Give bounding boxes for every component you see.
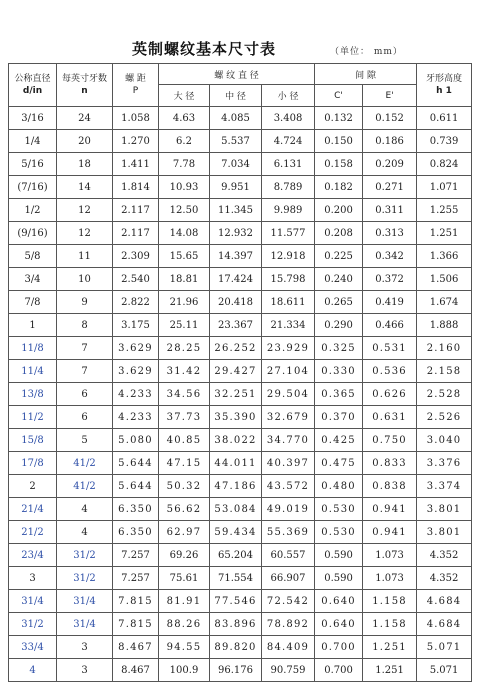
cell-tpi: 18 — [57, 153, 113, 176]
cell-e: 1.073 — [363, 544, 417, 567]
cell-minor: 6.131 — [262, 153, 315, 176]
cell-pitch-diameter: 59.434 — [210, 521, 262, 544]
cell-c: 0.330 — [315, 360, 363, 383]
cell-pitch-diameter: 83.896 — [210, 613, 262, 636]
cell-nominal: 11/2 — [9, 406, 57, 429]
cell-e: 1.251 — [363, 636, 417, 659]
thread-dimension-table — [8, 63, 472, 682]
cell-c: 0.158 — [315, 153, 363, 176]
cell-height: 0.824 — [417, 153, 472, 176]
cell-pitch-diameter: 5.537 — [210, 130, 262, 153]
cell-height: 5.071 — [417, 636, 472, 659]
cell-major: 6.2 — [159, 130, 210, 153]
cell-c: 0.325 — [315, 337, 363, 360]
cell-minor: 4.724 — [262, 130, 315, 153]
cell-pitch: 5.644 — [113, 452, 159, 475]
cell-major: 94.55 — [159, 636, 210, 659]
cell-pitch-diameter: 47.186 — [210, 475, 262, 498]
table-row — [9, 567, 472, 590]
cell-height: 4.684 — [417, 590, 472, 613]
cell-nominal: 31/4 — [9, 590, 57, 613]
cell-minor: 60.557 — [262, 544, 315, 567]
cell-c: 0.290 — [315, 314, 363, 337]
cell-major: 34.56 — [159, 383, 210, 406]
cell-e: 0.372 — [363, 268, 417, 291]
table-row — [9, 590, 472, 613]
cell-tpi: 31/4 — [57, 590, 113, 613]
cell-minor: 43.572 — [262, 475, 315, 498]
table-row — [9, 245, 472, 268]
cell-height: 5.071 — [417, 659, 472, 682]
cell-nominal: 3/16 — [9, 107, 57, 130]
cell-e: 0.531 — [363, 337, 417, 360]
cell-height: 4.352 — [417, 567, 472, 590]
cell-pitch: 3.629 — [113, 337, 159, 360]
header-major-diameter: 大 径 — [159, 85, 210, 107]
cell-pitch: 2.822 — [113, 291, 159, 314]
cell-pitch: 8.467 — [113, 659, 159, 682]
header-threads-per-inch: 每英寸牙数 n — [57, 64, 113, 107]
cell-major: 28.25 — [159, 337, 210, 360]
cell-pitch: 7.815 — [113, 590, 159, 613]
cell-major: 88.26 — [159, 613, 210, 636]
cell-tpi: 31/2 — [57, 567, 113, 590]
cell-nominal: 21/2 — [9, 521, 57, 544]
cell-e: 0.838 — [363, 475, 417, 498]
cell-minor: 3.408 — [262, 107, 315, 130]
cell-nominal: 1/2 — [9, 199, 57, 222]
cell-height: 3.376 — [417, 452, 472, 475]
cell-major: 40.85 — [159, 429, 210, 452]
table-body — [9, 107, 472, 682]
cell-tpi: 31/4 — [57, 613, 113, 636]
cell-e: 0.271 — [363, 176, 417, 199]
cell-major: 56.62 — [159, 498, 210, 521]
cell-major: 47.15 — [159, 452, 210, 475]
cell-e: 0.833 — [363, 452, 417, 475]
cell-tpi: 7 — [57, 360, 113, 383]
cell-pitch-diameter: 29.427 — [210, 360, 262, 383]
cell-minor: 12.918 — [262, 245, 315, 268]
cell-tpi: 10 — [57, 268, 113, 291]
cell-e: 0.313 — [363, 222, 417, 245]
header-clearance-c: C' — [315, 85, 363, 107]
cell-tpi: 3 — [57, 659, 113, 682]
cell-c: 0.480 — [315, 475, 363, 498]
cell-minor: 49.019 — [262, 498, 315, 521]
cell-e: 1.158 — [363, 590, 417, 613]
cell-height: 2.526 — [417, 406, 472, 429]
cell-nominal: 4 — [9, 659, 57, 682]
table-row — [9, 314, 472, 337]
cell-tpi: 7 — [57, 337, 113, 360]
cell-major: 81.91 — [159, 590, 210, 613]
cell-height: 1.251 — [417, 222, 472, 245]
cell-e: 0.152 — [363, 107, 417, 130]
cell-nominal: 3 — [9, 567, 57, 590]
cell-nominal: 17/8 — [9, 452, 57, 475]
cell-pitch: 4.233 — [113, 383, 159, 406]
cell-nominal: 15/8 — [9, 429, 57, 452]
cell-nominal: 5/16 — [9, 153, 57, 176]
cell-nominal: (7/16) — [9, 176, 57, 199]
cell-height: 3.374 — [417, 475, 472, 498]
cell-pitch: 2.309 — [113, 245, 159, 268]
cell-pitch-diameter: 17.424 — [210, 268, 262, 291]
cell-pitch: 1.270 — [113, 130, 159, 153]
cell-minor: 9.989 — [262, 199, 315, 222]
cell-pitch: 1.411 — [113, 153, 159, 176]
cell-major: 69.26 — [159, 544, 210, 567]
cell-major: 100.9 — [159, 659, 210, 682]
cell-pitch: 6.350 — [113, 498, 159, 521]
cell-e: 0.342 — [363, 245, 417, 268]
cell-height: 1.506 — [417, 268, 472, 291]
cell-pitch-diameter: 7.034 — [210, 153, 262, 176]
cell-pitch-diameter: 4.085 — [210, 107, 262, 130]
cell-pitch: 7.815 — [113, 613, 159, 636]
cell-major: 12.50 — [159, 199, 210, 222]
cell-nominal: 2 — [9, 475, 57, 498]
cell-c: 0.700 — [315, 636, 363, 659]
cell-pitch-diameter: 26.252 — [210, 337, 262, 360]
cell-pitch-diameter: 77.546 — [210, 590, 262, 613]
header-clearance: 间 隙 — [315, 64, 417, 85]
cell-e: 1.073 — [363, 567, 417, 590]
cell-e: 0.536 — [363, 360, 417, 383]
cell-pitch-diameter: 11.345 — [210, 199, 262, 222]
cell-e: 0.466 — [363, 314, 417, 337]
cell-c: 0.530 — [315, 521, 363, 544]
cell-c: 0.590 — [315, 567, 363, 590]
cell-major: 18.81 — [159, 268, 210, 291]
table-row — [9, 337, 472, 360]
cell-tpi: 4 — [57, 521, 113, 544]
cell-minor: 11.577 — [262, 222, 315, 245]
cell-minor: 8.789 — [262, 176, 315, 199]
cell-pitch-diameter: 38.022 — [210, 429, 262, 452]
cell-height: 3.040 — [417, 429, 472, 452]
cell-tpi: 3 — [57, 636, 113, 659]
cell-c: 0.475 — [315, 452, 363, 475]
header-pitch: 螺 距 P — [113, 64, 159, 107]
cell-nominal: 13/8 — [9, 383, 57, 406]
cell-c: 0.640 — [315, 590, 363, 613]
cell-height: 1.888 — [417, 314, 472, 337]
cell-pitch: 1.814 — [113, 176, 159, 199]
cell-c: 0.590 — [315, 544, 363, 567]
cell-pitch: 5.080 — [113, 429, 159, 452]
cell-minor: 78.892 — [262, 613, 315, 636]
cell-tpi: 8 — [57, 314, 113, 337]
cell-nominal: 3/4 — [9, 268, 57, 291]
cell-major: 21.96 — [159, 291, 210, 314]
cell-nominal: 5/8 — [9, 245, 57, 268]
cell-c: 0.370 — [315, 406, 363, 429]
cell-minor: 66.907 — [262, 567, 315, 590]
cell-height: 1.255 — [417, 199, 472, 222]
cell-e: 0.941 — [363, 521, 417, 544]
cell-pitch: 3.175 — [113, 314, 159, 337]
cell-pitch-diameter: 20.418 — [210, 291, 262, 314]
cell-pitch-diameter: 53.084 — [210, 498, 262, 521]
cell-height: 1.071 — [417, 176, 472, 199]
cell-major: 25.11 — [159, 314, 210, 337]
cell-height: 0.611 — [417, 107, 472, 130]
cell-pitch-diameter: 96.176 — [210, 659, 262, 682]
table-row — [9, 659, 472, 682]
table-row — [9, 199, 472, 222]
table-row — [9, 176, 472, 199]
cell-minor: 23.929 — [262, 337, 315, 360]
table-row — [9, 130, 472, 153]
cell-c: 0.530 — [315, 498, 363, 521]
table-row — [9, 636, 472, 659]
cell-tpi: 11 — [57, 245, 113, 268]
cell-pitch-diameter: 12.932 — [210, 222, 262, 245]
cell-height: 2.528 — [417, 383, 472, 406]
cell-tpi: 20 — [57, 130, 113, 153]
cell-height: 0.739 — [417, 130, 472, 153]
header-clearance-e: E' — [363, 85, 417, 107]
cell-minor: 84.409 — [262, 636, 315, 659]
cell-minor: 55.369 — [262, 521, 315, 544]
cell-major: 4.63 — [159, 107, 210, 130]
cell-e: 0.209 — [363, 153, 417, 176]
cell-pitch: 2.117 — [113, 222, 159, 245]
cell-height: 4.352 — [417, 544, 472, 567]
cell-pitch: 8.467 — [113, 636, 159, 659]
cell-tpi: 41/2 — [57, 452, 113, 475]
cell-major: 15.65 — [159, 245, 210, 268]
table-row — [9, 544, 472, 567]
cell-nominal: 21/4 — [9, 498, 57, 521]
cell-nominal: (9/16) — [9, 222, 57, 245]
cell-pitch-diameter: 32.251 — [210, 383, 262, 406]
cell-c: 0.425 — [315, 429, 363, 452]
cell-minor: 29.504 — [262, 383, 315, 406]
cell-tpi: 12 — [57, 199, 113, 222]
cell-height: 3.801 — [417, 498, 472, 521]
cell-major: 62.97 — [159, 521, 210, 544]
cell-e: 0.626 — [363, 383, 417, 406]
cell-pitch: 2.540 — [113, 268, 159, 291]
cell-pitch: 5.644 — [113, 475, 159, 498]
cell-tpi: 24 — [57, 107, 113, 130]
cell-c: 0.265 — [315, 291, 363, 314]
cell-nominal: 7/8 — [9, 291, 57, 314]
cell-nominal: 33/4 — [9, 636, 57, 659]
cell-tpi: 14 — [57, 176, 113, 199]
table-row — [9, 222, 472, 245]
header-thread-diameter: 螺 纹 直 径 — [159, 64, 315, 85]
cell-c: 0.150 — [315, 130, 363, 153]
cell-height: 3.801 — [417, 521, 472, 544]
cell-pitch-diameter: 65.204 — [210, 544, 262, 567]
table-row — [9, 452, 472, 475]
cell-nominal: 23/4 — [9, 544, 57, 567]
cell-e: 1.251 — [363, 659, 417, 682]
cell-e: 0.419 — [363, 291, 417, 314]
cell-pitch-diameter: 89.820 — [210, 636, 262, 659]
cell-e: 0.941 — [363, 498, 417, 521]
header-pitch-diameter: 中 径 — [210, 85, 262, 107]
cell-nominal: 11/8 — [9, 337, 57, 360]
cell-pitch: 6.350 — [113, 521, 159, 544]
cell-minor: 40.397 — [262, 452, 315, 475]
cell-minor: 15.798 — [262, 268, 315, 291]
cell-c: 0.200 — [315, 199, 363, 222]
cell-e: 1.158 — [363, 613, 417, 636]
table-row — [9, 521, 472, 544]
cell-pitch: 1.058 — [113, 107, 159, 130]
cell-pitch: 4.233 — [113, 406, 159, 429]
cell-e: 0.631 — [363, 406, 417, 429]
cell-tpi: 6 — [57, 383, 113, 406]
cell-c: 0.132 — [315, 107, 363, 130]
cell-minor: 27.104 — [262, 360, 315, 383]
unit-label: （单位： mm） — [330, 47, 403, 57]
cell-nominal: 31/2 — [9, 613, 57, 636]
table-row — [9, 107, 472, 130]
cell-c: 0.208 — [315, 222, 363, 245]
cell-minor: 90.759 — [262, 659, 315, 682]
cell-pitch: 7.257 — [113, 567, 159, 590]
cell-major: 37.73 — [159, 406, 210, 429]
cell-nominal: 11/4 — [9, 360, 57, 383]
table-header — [9, 64, 472, 107]
cell-pitch-diameter: 23.367 — [210, 314, 262, 337]
cell-pitch: 7.257 — [113, 544, 159, 567]
table-row — [9, 613, 472, 636]
table-row — [9, 360, 472, 383]
cell-c: 0.240 — [315, 268, 363, 291]
cell-minor: 72.542 — [262, 590, 315, 613]
header-thread-height: 牙形高度 h 1 — [417, 64, 472, 107]
cell-pitch-diameter: 71.554 — [210, 567, 262, 590]
cell-c: 0.365 — [315, 383, 363, 406]
cell-major: 31.42 — [159, 360, 210, 383]
header-minor-diameter: 小 径 — [262, 85, 315, 107]
header-nominal-diameter: 公称直径 d/in — [9, 64, 57, 107]
cell-tpi: 31/2 — [57, 544, 113, 567]
cell-height: 4.684 — [417, 613, 472, 636]
cell-nominal: 1/4 — [9, 130, 57, 153]
cell-c: 0.225 — [315, 245, 363, 268]
table-row — [9, 498, 472, 521]
cell-height: 2.158 — [417, 360, 472, 383]
cell-height: 1.674 — [417, 291, 472, 314]
cell-pitch: 3.629 — [113, 360, 159, 383]
table-row — [9, 291, 472, 314]
cell-major: 75.61 — [159, 567, 210, 590]
table-row — [9, 383, 472, 406]
cell-pitch-diameter: 35.390 — [210, 406, 262, 429]
cell-height: 2.160 — [417, 337, 472, 360]
table-row — [9, 406, 472, 429]
cell-major: 7.78 — [159, 153, 210, 176]
page-title: 英制螺纹基本尺寸表 — [132, 40, 277, 58]
table-row — [9, 153, 472, 176]
cell-e: 0.311 — [363, 199, 417, 222]
table-row — [9, 268, 472, 291]
cell-minor: 34.770 — [262, 429, 315, 452]
cell-minor: 32.679 — [262, 406, 315, 429]
cell-c: 0.700 — [315, 659, 363, 682]
cell-tpi: 4 — [57, 498, 113, 521]
cell-pitch-diameter: 44.011 — [210, 452, 262, 475]
cell-major: 50.32 — [159, 475, 210, 498]
cell-e: 0.750 — [363, 429, 417, 452]
cell-c: 0.640 — [315, 613, 363, 636]
cell-major: 10.93 — [159, 176, 210, 199]
cell-tpi: 5 — [57, 429, 113, 452]
cell-tpi: 9 — [57, 291, 113, 314]
cell-c: 0.182 — [315, 176, 363, 199]
cell-height: 1.366 — [417, 245, 472, 268]
cell-pitch-diameter: 9.951 — [210, 176, 262, 199]
cell-pitch: 2.117 — [113, 199, 159, 222]
cell-tpi: 12 — [57, 222, 113, 245]
cell-nominal: 1 — [9, 314, 57, 337]
table-row — [9, 475, 472, 498]
title-row — [0, 38, 480, 60]
cell-pitch-diameter: 14.397 — [210, 245, 262, 268]
cell-major: 14.08 — [159, 222, 210, 245]
cell-e: 0.186 — [363, 130, 417, 153]
cell-minor: 18.611 — [262, 291, 315, 314]
cell-tpi: 6 — [57, 406, 113, 429]
cell-tpi: 41/2 — [57, 475, 113, 498]
cell-minor: 21.334 — [262, 314, 315, 337]
table-row — [9, 429, 472, 452]
